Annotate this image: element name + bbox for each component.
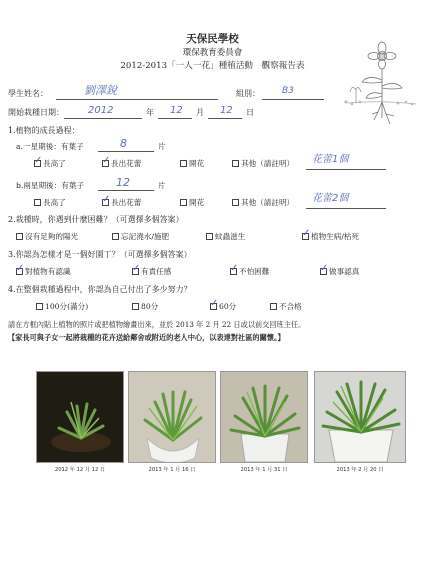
checkbox[interactable] bbox=[230, 268, 237, 275]
q2-option-water[interactable] bbox=[112, 233, 169, 241]
option-label: 植物生病/枯死 bbox=[311, 232, 360, 241]
q1a-note-value: 花蕾1個 bbox=[312, 154, 349, 165]
student-name-line bbox=[56, 99, 218, 100]
checkbox[interactable] bbox=[180, 199, 187, 206]
photo-2-caption: 2013 年 1 月 16 日 bbox=[148, 467, 196, 473]
q2-option-insects[interactable] bbox=[206, 233, 245, 241]
checkbox[interactable] bbox=[232, 160, 239, 167]
q2-option-sick[interactable] bbox=[302, 233, 359, 241]
plant-photo-image bbox=[315, 372, 406, 463]
option-label: 有責任感 bbox=[141, 267, 172, 276]
plant-photo-image bbox=[221, 372, 308, 463]
q1b-option-taller[interactable] bbox=[34, 199, 66, 207]
photo-2 bbox=[128, 371, 216, 463]
checkbox[interactable] bbox=[232, 199, 239, 206]
q4-title: 4.在整個栽種過程中，你認為自己付出了多少努力？ bbox=[8, 285, 192, 294]
plant-photo-image bbox=[37, 372, 124, 463]
q1a-leaves-line bbox=[98, 151, 154, 152]
q1b-note-value: 花蕾2個 bbox=[312, 193, 349, 204]
photo-3 bbox=[220, 371, 308, 463]
photo-1-caption: 2012 年 12 月 12 日 bbox=[54, 467, 106, 473]
checkbox[interactable] bbox=[302, 233, 309, 240]
checkbox[interactable] bbox=[210, 303, 217, 310]
option-label: 60分 bbox=[219, 302, 237, 311]
option-label: 開花 bbox=[189, 198, 205, 207]
q1b-option-buds[interactable] bbox=[102, 199, 141, 207]
instructions-line-2: 【家長可與子女一起將栽種的花卉送給鄰舍或附近的老人中心，以表達對社區的關懷。】 bbox=[8, 333, 285, 342]
q3-option-responsible[interactable] bbox=[132, 268, 171, 276]
option-label: 100分(滿分) bbox=[45, 302, 89, 311]
checkbox[interactable] bbox=[16, 233, 23, 240]
student-name-label: 學生姓名： bbox=[8, 89, 48, 98]
q1b-option-bloom[interactable] bbox=[180, 199, 204, 207]
option-label: 長出花蕾 bbox=[111, 159, 142, 168]
q3-option-diligent[interactable] bbox=[320, 268, 359, 276]
q1a-option-taller[interactable] bbox=[34, 160, 66, 168]
option-label: 80分 bbox=[141, 302, 159, 311]
q3-option-brave[interactable] bbox=[230, 268, 269, 276]
option-label: 長高了 bbox=[43, 159, 66, 168]
q1b-leaves-line bbox=[98, 190, 154, 191]
school-name: 天保民學校 bbox=[186, 33, 239, 45]
q1a-unit: 片 bbox=[158, 142, 166, 151]
option-label: 沒有足夠的陽光 bbox=[25, 232, 79, 241]
student-name-value: 劉澤銳 bbox=[84, 84, 117, 97]
option-label: 做事認真 bbox=[329, 267, 360, 276]
start-year-value: 2012 bbox=[88, 105, 114, 116]
year-unit: 年 bbox=[146, 108, 154, 117]
start-date-label: 開始栽種日期： bbox=[8, 108, 64, 117]
checkbox[interactable] bbox=[16, 268, 23, 275]
checkbox[interactable] bbox=[34, 199, 41, 206]
option-label: 長出花蕾 bbox=[111, 198, 142, 207]
option-label: 開花 bbox=[189, 159, 205, 168]
q1b-unit: 片 bbox=[158, 181, 166, 190]
start-month-value: 12 bbox=[170, 105, 183, 116]
option-label: 對植物有認識 bbox=[25, 267, 71, 276]
q1a-option-other[interactable] bbox=[232, 160, 294, 168]
form-title: 2012-2013「一人一花」種植活動 觀察報告表 bbox=[120, 61, 305, 71]
checkbox[interactable] bbox=[206, 233, 213, 240]
q4-option-80[interactable] bbox=[132, 303, 158, 311]
q1b-note-line bbox=[306, 208, 386, 209]
q1a-option-bloom[interactable] bbox=[180, 160, 204, 168]
photo-4 bbox=[314, 371, 406, 463]
q1a-note-line bbox=[306, 169, 386, 170]
checkbox[interactable] bbox=[112, 233, 119, 240]
q4-option-60[interactable] bbox=[210, 303, 236, 311]
q2-option-sunlight[interactable] bbox=[16, 233, 78, 241]
q3-title: 3.你認為怎樣才是一個好園丁？（可選擇多個答案） bbox=[8, 250, 192, 259]
checkbox[interactable] bbox=[132, 303, 139, 310]
q1b-prefix: b.兩星期後：有葉子 bbox=[16, 181, 85, 190]
option-label: 蚊蟲滋生 bbox=[215, 232, 246, 241]
q1a-prefix: a.一星期後：有葉子 bbox=[16, 142, 84, 151]
q1a-leaves-value: 8 bbox=[120, 137, 127, 150]
q1b-leaves-value: 12 bbox=[116, 176, 130, 189]
q4-option-fail[interactable] bbox=[270, 303, 302, 311]
checkbox[interactable] bbox=[34, 160, 41, 167]
q1a-option-buds[interactable] bbox=[102, 160, 141, 168]
q1b-option-other[interactable] bbox=[232, 199, 294, 207]
plant-photo-image bbox=[129, 372, 216, 463]
checkbox[interactable] bbox=[102, 160, 109, 167]
checkbox[interactable] bbox=[270, 303, 277, 310]
plant-sketch-icon bbox=[338, 40, 420, 132]
day-unit: 日 bbox=[246, 108, 254, 117]
day-line bbox=[208, 118, 242, 119]
instructions-line-1: 請在方框內貼上植物的照片或把植物繪畫出來，並於 2013 年 2 月 22 日或以前交回班主任。 bbox=[8, 320, 306, 329]
q4-option-100[interactable] bbox=[36, 303, 88, 311]
checkbox[interactable] bbox=[180, 160, 187, 167]
group-line bbox=[262, 99, 324, 100]
month-unit: 月 bbox=[196, 108, 204, 117]
q2-title: 2.栽種時，你遇到什麼困難？（可選擇多個答案） bbox=[8, 215, 184, 224]
month-line bbox=[158, 118, 192, 119]
committee-name: 環保教育委員會 bbox=[182, 48, 243, 58]
checkbox[interactable] bbox=[132, 268, 139, 275]
q3-option-knowledge[interactable] bbox=[16, 268, 71, 276]
checkbox[interactable] bbox=[36, 303, 43, 310]
photo-3-caption: 2013 年 1 月 31 日 bbox=[240, 467, 288, 473]
q1-title: 1.植物的成長過程： bbox=[8, 126, 80, 135]
group-value: B3 bbox=[282, 86, 294, 96]
option-label: 不合格 bbox=[279, 302, 302, 311]
photo-1 bbox=[36, 371, 124, 463]
checkbox[interactable] bbox=[102, 199, 109, 206]
photo-4-caption: 2013 年 2 月 20 日 bbox=[336, 467, 384, 473]
option-label: 長高了 bbox=[43, 198, 66, 207]
option-label: 忘記澆水/施肥 bbox=[121, 232, 170, 241]
group-label: 組別： bbox=[236, 89, 260, 98]
option-label: 其他（請註明） bbox=[241, 198, 295, 207]
option-label: 不怕困難 bbox=[239, 267, 270, 276]
checkbox[interactable] bbox=[320, 268, 327, 275]
option-label: 其他（請註明） bbox=[241, 159, 295, 168]
start-day-value: 12 bbox=[220, 105, 233, 116]
year-line bbox=[64, 118, 142, 119]
